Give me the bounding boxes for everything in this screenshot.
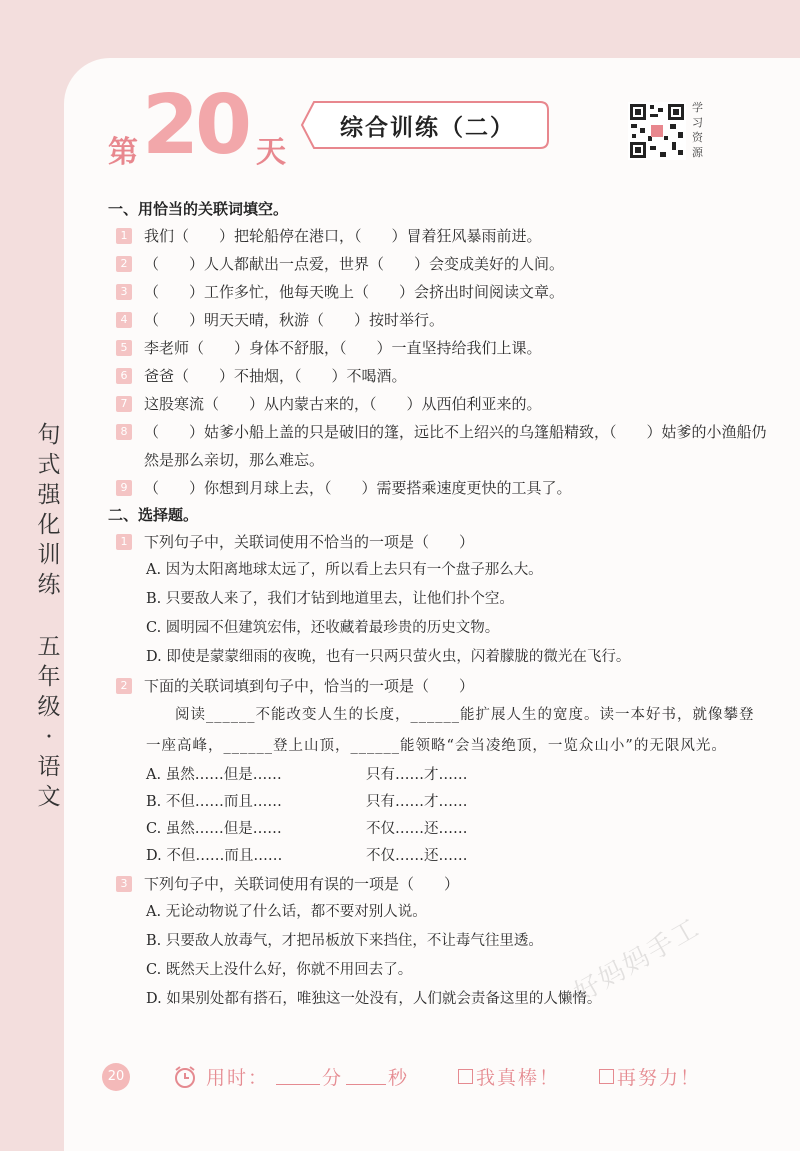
option: B. 只要敌人来了，我们才钻到地道里去，让他们扑个空。 [146, 591, 514, 607]
option-left: A. 虽然……但是…… [146, 767, 282, 783]
fill-item [108, 418, 768, 474]
item-number: 5 [116, 340, 132, 356]
item-text: （ ）人人都献出一点爱，世界（ ）会变成美好的人间。 [144, 255, 565, 273]
item-number: 4 [116, 312, 132, 328]
side-label-series: 句式强化训练 [37, 422, 61, 598]
item-number: 1 [116, 228, 132, 244]
minute-label: 分 [322, 1067, 344, 1089]
option: D. 即使是蒙蒙细雨的夜晚，也有一只两只萤火虫，闪着朦胧的微光在飞行。 [146, 649, 631, 665]
item-number: 2 [116, 678, 132, 694]
option-left: D. 不但……而且…… [146, 848, 283, 864]
item-number: 3 [116, 284, 132, 300]
item-text: （ ）姑爹小船上盖的只是破旧的篷，远比不上绍兴的乌篷船精致，（ ）姑爹的小渔船仍然是那么亲切，那么难忘。 [144, 423, 767, 469]
option: C. 既然天上没什么好，你就不用回去了。 [146, 962, 413, 978]
fill-item [108, 390, 768, 418]
item-number: 3 [116, 876, 132, 892]
option: D. 如果别处都有搭石，唯独这一处没有，人们就会责备这里的人懒惰。 [146, 991, 602, 1007]
qr-label: 学习资源 [692, 101, 703, 159]
try-again-checkbox[interactable] [599, 1069, 614, 1084]
item-text: （ ）你想到月球上去，（ ）需要搭乘速度更快的工具了。 [144, 479, 572, 497]
second-blank[interactable] [346, 1084, 386, 1085]
option: A. 无论动物说了什么话，都不要对别人说。 [146, 904, 427, 920]
side-label [36, 420, 62, 812]
fill-item [108, 250, 768, 278]
great-checkbox[interactable] [458, 1069, 473, 1084]
question-stem: 下列句子中，关联词使用有误的一项是（ ） [144, 875, 460, 893]
minute-blank[interactable] [276, 1084, 320, 1085]
page-number: 20 [102, 1063, 130, 1091]
option [108, 816, 768, 843]
fill-item [108, 474, 768, 502]
qr-code-icon[interactable] [628, 102, 686, 160]
item-number: 9 [116, 480, 132, 496]
option [108, 762, 768, 789]
option [108, 843, 768, 870]
item-number: 8 [116, 424, 132, 440]
fill-item [108, 334, 768, 362]
page-title: 综合训练（二） [340, 114, 515, 141]
question-stem: 下列句子中，关联词使用不恰当的一项是（ ） [144, 533, 475, 551]
section-1-title: 一、用恰当的关联词填空。 [108, 200, 289, 218]
watermark: 好妈妈手工 [569, 912, 706, 1009]
great-label: 我真棒！ [476, 1067, 561, 1089]
item-number: 1 [116, 534, 132, 550]
option-left: B. 不但……而且…… [146, 794, 282, 810]
choice-question [108, 528, 768, 556]
fill-item [108, 362, 768, 390]
option-right: 不仅……还…… [366, 821, 468, 837]
day-number: 20 [142, 78, 249, 173]
option [108, 789, 768, 816]
title-tag [300, 100, 550, 150]
item-text: （ ）明天天晴，秋游（ ）按时举行。 [144, 311, 445, 329]
item-number: 7 [116, 396, 132, 412]
exercise-content [108, 196, 768, 1014]
option-left: C. 虽然……但是…… [146, 821, 282, 837]
item-text: 这股寒流（ ）从内蒙古来的，（ ）从西伯利亚来的。 [144, 395, 542, 413]
choice-question [108, 672, 768, 700]
day-suffix: 天 [256, 135, 286, 170]
alarm-clock-icon [172, 1064, 198, 1090]
option: A. 因为太阳离地球太远了，所以看上去只有一个盘子那么大。 [146, 562, 543, 578]
option-right: 只有……才…… [366, 767, 468, 783]
day-prefix: 第 [108, 135, 138, 170]
option-right: 不仅……还…… [366, 848, 468, 864]
side-label-grade: 五年级·语文 [37, 634, 61, 810]
section-2-title: 二、选择题。 [108, 506, 199, 524]
fill-item [108, 278, 768, 306]
question-stem: 下面的关联词填到句子中，恰当的一项是（ ） [144, 677, 475, 695]
second-label: 秒 [388, 1067, 410, 1089]
fill-item [108, 306, 768, 334]
time-label: 用时： [206, 1067, 270, 1089]
item-text: （ ）工作多忙，他每天晚上（ ）会挤出时间阅读文章。 [144, 283, 565, 301]
item-text: 爸爸（ ）不抽烟，（ ）不喝酒。 [144, 367, 407, 385]
passage: 阅读______不能改变人生的长度，______能扩展人生的宽度。读一本好书，就像攀登一座高峰，______登上山顶，______能领略“会当凌绝顶，一览众山小”的无限风光。 [146, 707, 755, 754]
item-text: 我们（ ）把轮船停在港口，（ ）冒着狂风暴雨前进。 [144, 227, 542, 245]
fill-item [108, 222, 768, 250]
option-right: 只有……才…… [366, 794, 468, 810]
choice-question [108, 870, 768, 898]
footer [96, 1060, 796, 1094]
option: C. 圆明园不但建筑宏伟，还收藏着最珍贵的历史文物。 [146, 620, 500, 636]
option: B. 只要敌人放毒气，才把吊板放下来挡住，不让毒气往里透。 [146, 933, 543, 949]
item-text: 李老师（ ）身体不舒服，（ ）一直坚持给我们上课。 [144, 339, 542, 357]
try-again-label: 再努力！ [617, 1067, 702, 1089]
item-number: 6 [116, 368, 132, 384]
item-number: 2 [116, 256, 132, 272]
